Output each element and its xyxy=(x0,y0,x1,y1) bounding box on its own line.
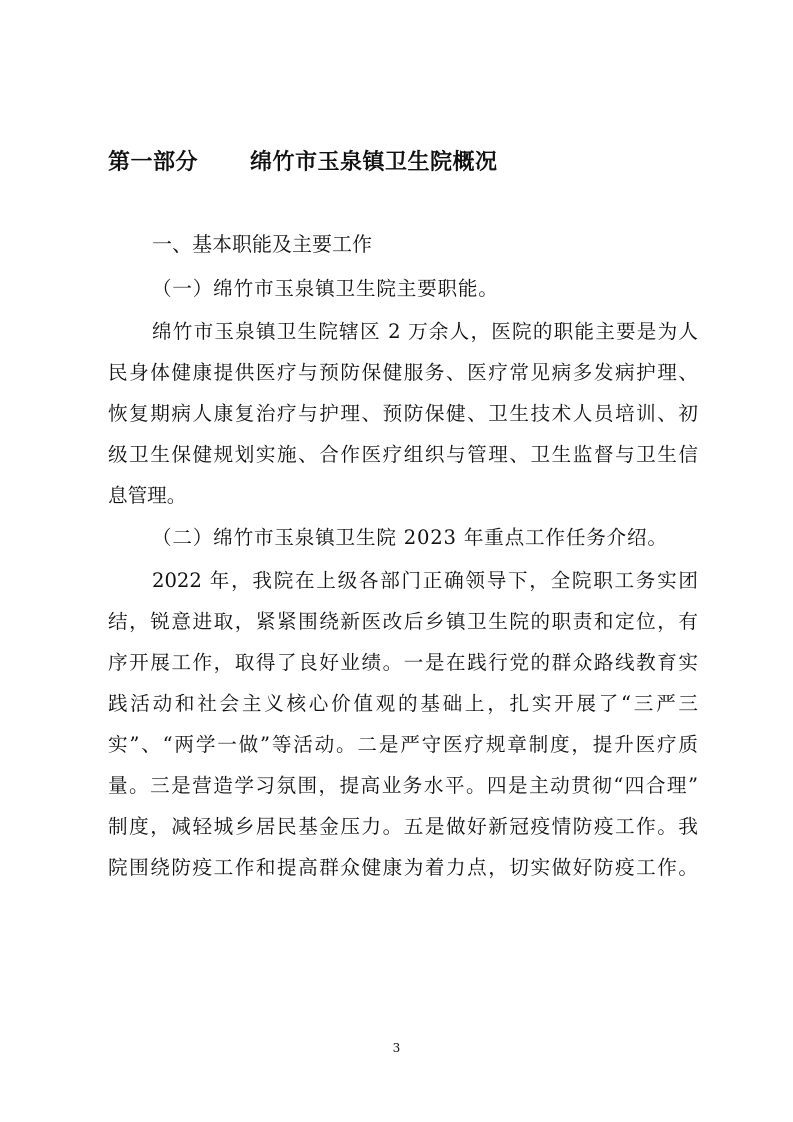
paragraph-line: 息管理。 xyxy=(108,484,187,507)
paragraph-line: 恢复期病人康复治疗与护理、预防保健、卫生技术人员培训、初 xyxy=(108,402,698,425)
paragraph-line: 践活动和社会主义核心价值观的基础上，扎实开展了“三严三 xyxy=(108,692,698,715)
title-name: 绵竹市玉泉镇卫生院概况 xyxy=(250,150,498,175)
paragraph-line: 制度，减轻城乡居民基金压力。五是做好新冠疫情防疫工作。我 xyxy=(108,815,698,838)
paragraph-line: 绵竹市玉泉镇卫生院辖区 2 万余人，医院的职能主要是为人 xyxy=(152,320,698,343)
paragraph-line: 结，锐意进取，紧紧围绕新医改后乡镇卫生院的职责和定位，有 xyxy=(108,610,698,633)
paragraph-line: 级卫生保健规划实施、合作医疗组织与管理、卫生监督与卫生信 xyxy=(108,443,698,466)
paragraph-line: 院围绕防疫工作和提高群众健康为着力点，切实做好防疫工作。 xyxy=(108,856,698,879)
page-title xyxy=(108,147,498,179)
page-number: 3 xyxy=(392,1041,401,1055)
title-part: 第一部分 xyxy=(108,150,199,175)
subsection-heading-key-tasks: （二）绵竹市玉泉镇卫生院 2023 年重点工作任务介绍。 xyxy=(152,526,668,549)
paragraph-line: 量。三是营造学习氛围，提高业务水平。四是主动贯彻“四合理” xyxy=(108,774,698,797)
paragraph-line: 序开展工作，取得了良好业绩。一是在践行党的群众路线教育实 xyxy=(108,651,698,674)
paragraph-line: 实”、“两学一做”等活动。二是严守医疗规章制度，提升医疗质 xyxy=(108,733,698,756)
paragraph-line: 民身体健康提供医疗与预防保健服务、医疗常见病多发病护理、 xyxy=(108,361,698,384)
subsection-heading-main-functions: （一）绵竹市玉泉镇卫生院主要职能。 xyxy=(152,277,499,300)
section-heading-basic-functions: 一、基本职能及主要工作 xyxy=(152,232,372,256)
paragraph-line: 2022 年，我院在上级各部门正确领导下，全院职工务实团 xyxy=(152,569,698,592)
